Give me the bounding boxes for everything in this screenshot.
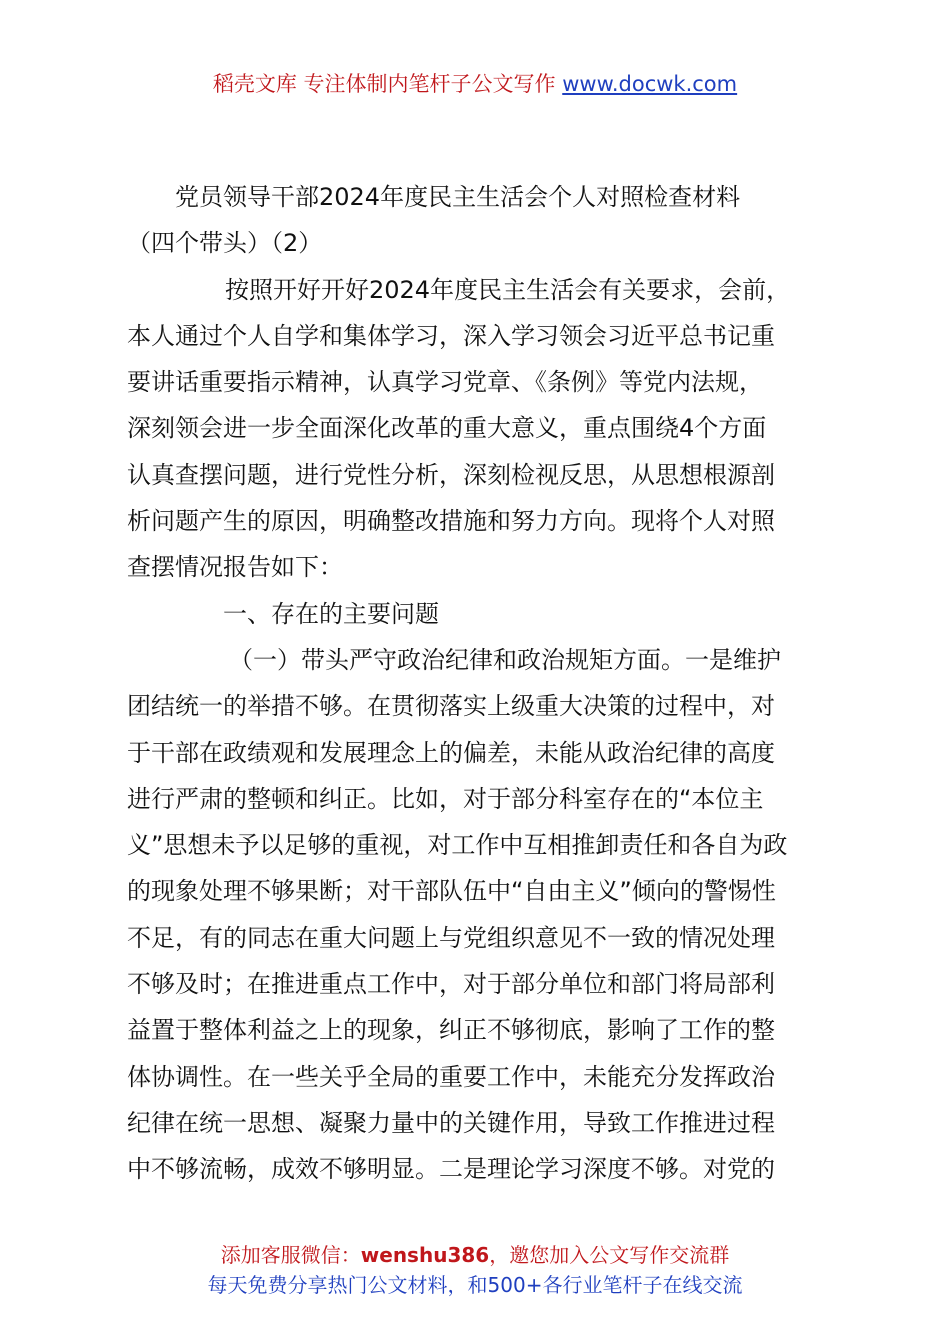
section-body-line: 益置于整体利益之上的现象，纠正不够彻底，影响了工作的整 [127,1016,775,1045]
section-body-line: （一）带头严守政治纪律和政治规矩方面。一是维护 [229,645,781,674]
document-body [127,174,837,1193]
footer-suffix: ，邀您加入公文写作交流群 [489,1243,730,1267]
header-brand: 稻壳文库 专注体制内笔杆子公文写作 [212,72,556,96]
intro-line: 按照开好开好2024年度民主生活会有关要求，会前， [225,275,791,304]
section-body-line: 中不够流畅，成效不够明显。二是理论学习深度不够。对党的 [127,1155,775,1184]
section-body-line: 纪律在统一思想、凝聚力量中的关键作用，导致工作推进过程 [127,1108,775,1137]
header-url-link[interactable]: www.docwk.com [562,72,738,96]
intro-line: 本人通过个人自学和集体学习，深入学习领会习近平总书记重 [127,321,775,350]
intro-line: 深刻领会进一步全面深化改革的重大意义，重点围绕4个方面 [127,414,767,443]
section-body-line: 进行严肃的整顿和纠正。比如，对于部分科室存在的“本位主 [127,784,764,813]
section-body-line: 不够及时；在推进重点工作中，对于部分单位和部门将局部利 [127,970,775,999]
intro-line: 要讲话重要指示精神，认真学习党章、《条例》等党内法规， [127,368,763,397]
section-heading: 一、存在的主要问题 [223,599,439,628]
document-title-line-1: 党员领导干部2024年度民主生活会个人对照检查材料 [175,183,741,211]
intro-line: 析问题产生的原因，明确整改措施和努力方向。现将个人对照 [127,507,775,536]
intro-line: 查摆情况报告如下： [127,553,343,582]
section-body-line: 的现象处理不够果断；对干部队伍中“自由主义”倾向的警惕性 [127,877,776,906]
footer-wechat-id: wenshu386 [360,1243,490,1267]
site-header [0,68,950,100]
intro-line: 认真查摆问题，进行党性分析，深刻检视反思，从思想根源剖 [127,460,775,489]
document-title-line-2: （四个带头）（2） [127,229,323,258]
section-body-line: 体协调性。在一些关乎全局的重要工作中，未能充分发挥政治 [127,1062,775,1091]
footer-prefix: 添加客服微信： [220,1243,361,1267]
section-body-line: 不足，有的同志在重大问题上与党组织意见不一致的情况处理 [127,923,775,952]
section-body-line: 义”思想未予以足够的重视，对工作中互相推卸责任和各自为政 [127,831,788,860]
promo-footer [0,1240,950,1300]
section-body-line: 团结统一的举措不够。在贯彻落实上级重大决策的过程中，对 [127,692,775,721]
section-body-line: 于干部在政绩观和发展理念上的偏差，未能从政治纪律的高度 [127,738,775,767]
footer-line-1 [0,1240,950,1270]
footer-line-2: 每天免费分享热门公文材料，和500+各行业笔杆子在线交流 [207,1273,743,1297]
